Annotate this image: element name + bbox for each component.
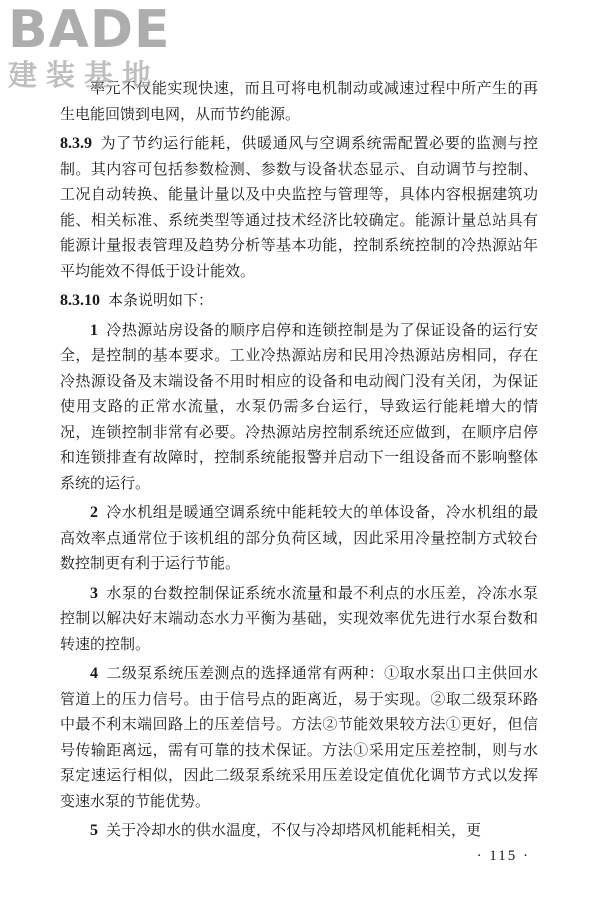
item-text: 冷水机组是暖通空调系统中能耗较大的单体设备，冷水机组的最高效率点通常位于该机组的部分负荷区域，因此采用冷量控制方式较台数控制更有利于运行节能。 <box>60 503 538 572</box>
item-3 <box>60 581 538 658</box>
page-number: · 115 · <box>476 848 530 864</box>
item-text: 二级泵系统压差测点的选择通常有两种：①取水泵出口主供回水管道上的压力信号。由于信号点的距离近，易于实现。②取二级泵环路中最不利末端回路上的压差信号。方法②节能效果较方法①更好，但信号传输距离远，需有可靠的技术保证。方法①采用定压差控制，则与水泵定速运行相似，因此二级泵系统采用压差设定值优化调节方式以发挥变速水泵的节能优势。 <box>60 664 538 810</box>
watermark-subtitle: 建装基地 <box>8 58 161 92</box>
item-5 <box>60 818 538 844</box>
watermark-brand: BADE <box>8 0 171 60</box>
page-body <box>60 76 538 848</box>
paragraph-continuation <box>60 76 538 127</box>
clause-text: 为了节约运行能耗，供暖通风与空调系统需配置必要的监测与控制。其内容可包括参数检测、参数与设备状态显示、自动调节与控制、工况自动转换、能量计量以及中央监控与管理等，具体内容根据建筑功能、相关标准、系统类型等通过技术经济比较确定。能源计量总站具有能源计量报表管理及趋势分析等基本功能，控制系统控制的冷热源站年平均能效不得低于设计能效。 <box>60 134 538 280</box>
clause-text: 本条说明如下： <box>108 291 214 309</box>
item-number: 2 <box>90 504 98 521</box>
item-number: 1 <box>90 321 98 339</box>
item-number: 5 <box>90 822 98 839</box>
item-1 <box>60 318 538 497</box>
clause-8-3-10 <box>60 288 538 314</box>
item-2 <box>60 500 538 577</box>
item-number: 3 <box>90 584 98 602</box>
paragraph-text: 率元不仅能实现快速，而且可将电机制动或减速过程中所产生的再生电能回馈到电网，从而节约能源。 <box>60 79 538 123</box>
item-number: 4 <box>90 665 98 682</box>
clause-number: 8.3.9 <box>60 135 92 152</box>
clause-8-3-9 <box>60 131 538 284</box>
clause-number: 8.3.10 <box>60 292 100 309</box>
item-text: 关于冷却水的供水温度，不仅与冷却塔风机能耗相关，更 <box>106 821 482 839</box>
item-4 <box>60 661 538 814</box>
item-text: 冷热源站房设备的顺序启停和连锁控制是为了保证设备的运行安全，是控制的基本要求。工业冷热源站房和民用冷热源站房相同，存在冷热源设备及末端设备不用时相应的设备和电动阀门没有关闭，为保证使用支路的正常水流量，水泵仍需多台运行，导致运行能耗增大的情况，连锁控制非常有必要。冷热源站房控制系统还应做到，在顺序启停和连锁排查有故障时，控制系统能报警并启动下一组设备而不影响整体系统的运行。 <box>60 320 538 492</box>
item-text: 水泵的台数控制保证系统水流量和最不利点的水压差，冷冻水泵控制以解决好末端动态水力平衡为基础，实现效率优先进行水泵台数和转速的控制。 <box>60 583 538 653</box>
